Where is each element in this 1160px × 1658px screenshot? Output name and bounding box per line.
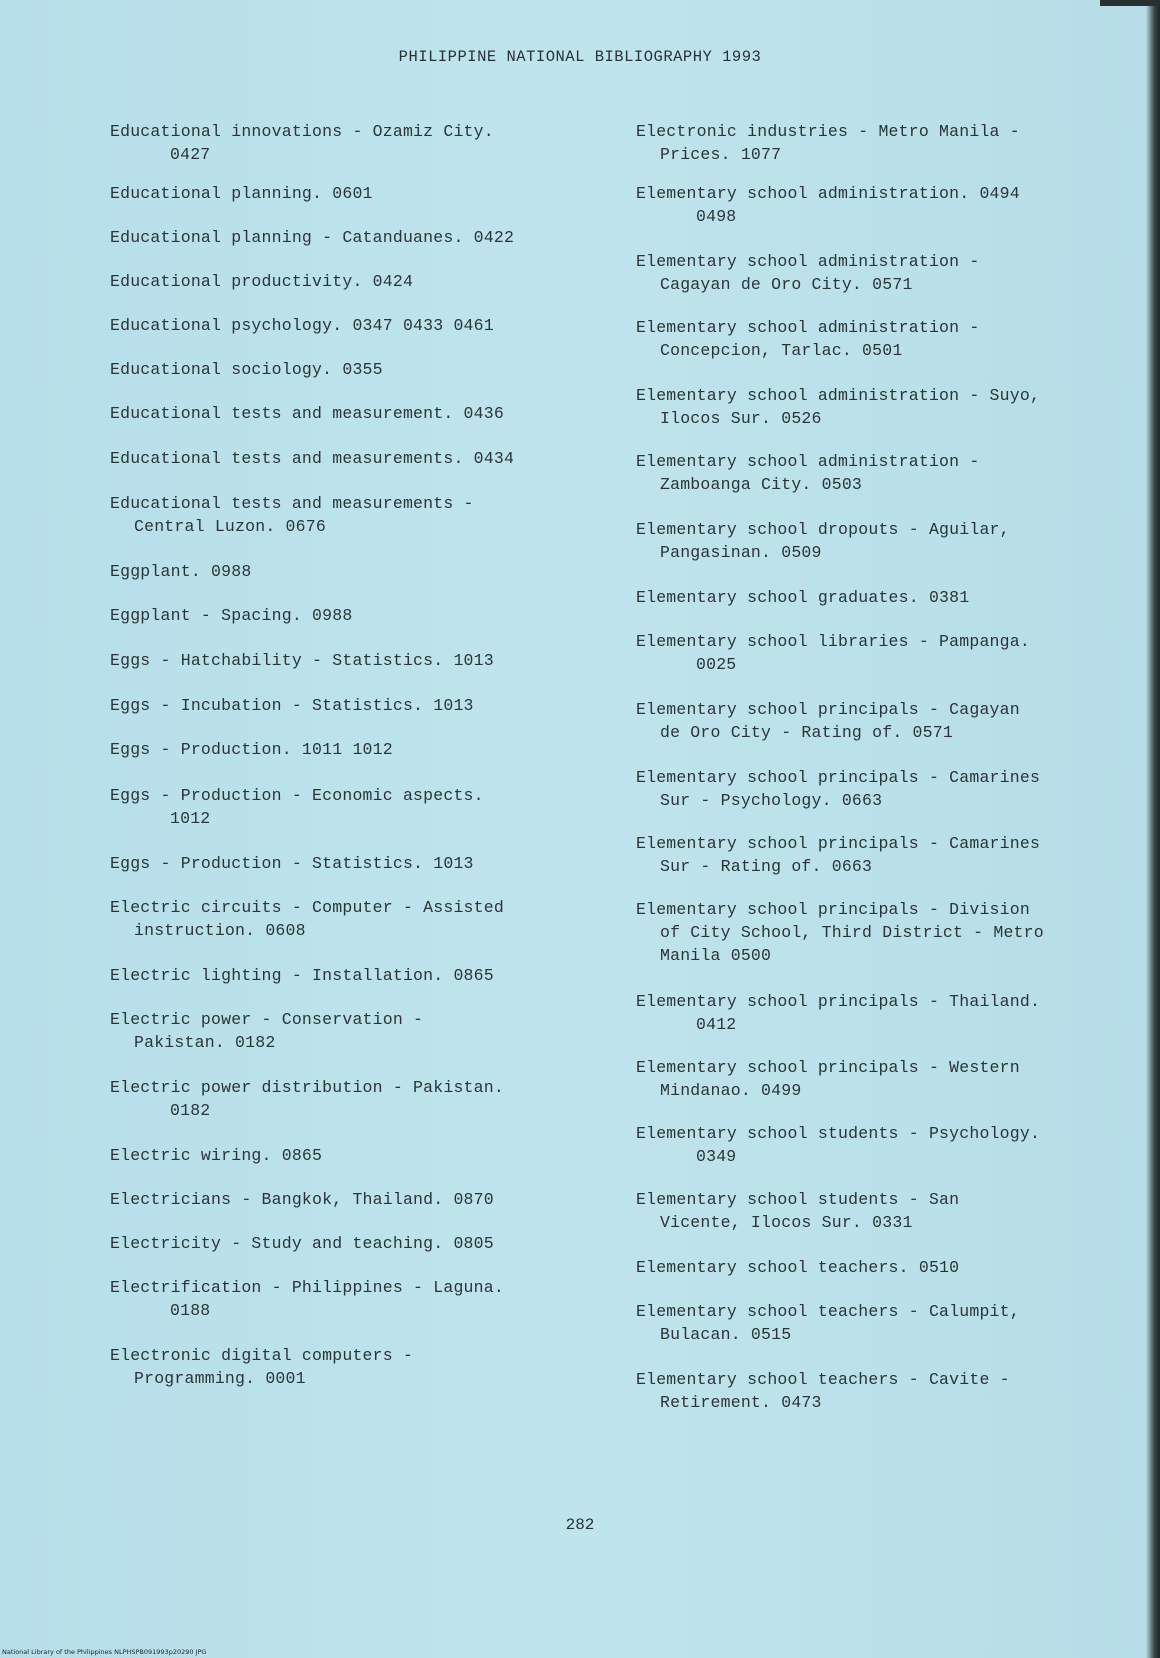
entry-heading: Electronic digital computers - — [110, 1346, 414, 1365]
entry-heading: Elementary school administration. 0494 — [636, 184, 1020, 203]
entry-heading: Educational psychology. 0347 0433 0461 — [110, 316, 494, 335]
index-entry — [110, 852, 600, 875]
index-entry — [110, 182, 600, 205]
entry-heading: Elementary school graduates. 0381 — [636, 588, 970, 607]
entry-heading: Elementary school principals - Cagayan — [636, 700, 1020, 719]
index-entry — [636, 1188, 1116, 1234]
index-entry — [110, 270, 600, 293]
entry-continuation: de Oro City - Rating of. 0571 — [660, 723, 953, 742]
entry-heading: Eggs - Hatchability - Statistics. 1013 — [110, 651, 494, 670]
index-entry — [636, 898, 1116, 967]
index-entry — [110, 560, 600, 583]
index-entry — [110, 447, 600, 470]
entry-continuation: 0427 — [170, 145, 211, 164]
index-entry — [110, 402, 600, 425]
entry-continuation: Sur - Rating of. 0663 — [660, 857, 873, 876]
index-entry — [110, 694, 600, 717]
index-entry — [110, 1076, 600, 1122]
index-entry — [636, 698, 1116, 744]
entry-heading: Elementary school teachers - Cavite - — [636, 1370, 1010, 1389]
entry-continuation: 0349 — [696, 1147, 737, 1166]
index-entry — [110, 784, 600, 830]
index-entry — [636, 1256, 1116, 1279]
entry-continuation: Sur - Psychology. 0663 — [660, 791, 883, 810]
index-entry — [110, 738, 600, 761]
entry-continuation: Retirement. 0473 — [660, 1393, 822, 1412]
entry-heading: Electric circuits - Computer - Assisted — [110, 898, 504, 917]
entry-heading: Electric power - Conservation - — [110, 1010, 424, 1029]
index-entry — [636, 518, 1116, 564]
entry-continuation: 1012 — [170, 809, 211, 828]
index-entry — [110, 964, 600, 987]
entry-continuation: Pangasinan. 0509 — [660, 543, 822, 562]
entry-heading: Eggs - Production - Statistics. 1013 — [110, 854, 474, 873]
index-entry — [110, 1008, 600, 1054]
index-entry — [110, 492, 600, 538]
entry-continuation: Manila 0500 — [660, 946, 772, 965]
entry-heading: Educational planning - Catanduanes. 0422 — [110, 228, 515, 247]
entry-heading: Educational sociology. 0355 — [110, 360, 383, 379]
entry-heading: Elementary school principals - Camarines — [636, 768, 1041, 787]
entry-continuation: Zamboanga City. 0503 — [660, 475, 863, 494]
scan-footer: National Library of the Philippines NLPHSPB091993p20290 JPG — [2, 1648, 207, 1656]
page-number: 282 — [565, 1516, 595, 1534]
index-entry — [636, 766, 1116, 812]
entry-heading: Electronic industries - Metro Manila - — [636, 122, 1020, 141]
index-entry — [110, 1276, 600, 1322]
scan-edge-mark — [1100, 0, 1160, 6]
index-entry — [110, 226, 600, 249]
entry-continuation: Cagayan de Oro City. 0571 — [660, 275, 913, 294]
entry-heading: Elementary school administration - — [636, 452, 980, 471]
entry-continuation: Concepcion, Tarlac. 0501 — [660, 341, 903, 360]
entry-heading: Electric wiring. 0865 — [110, 1146, 323, 1165]
scan-edge-shadow — [1146, 0, 1160, 1658]
entry-continuation: 0025 — [696, 655, 737, 674]
entry-continuation: Pakistan. 0182 — [134, 1033, 276, 1052]
index-entry — [636, 120, 1116, 166]
page-header: PHILIPPINE NATIONAL BIBLIOGRAPHY 1993 — [398, 48, 762, 66]
index-entry — [110, 649, 600, 672]
index-entry — [636, 450, 1116, 496]
entry-heading: Electrification - Philippines - Laguna. — [110, 1278, 504, 1297]
entry-continuation: 0498 — [696, 207, 737, 226]
entry-heading: Educational tests and measurements. 0434 — [110, 449, 515, 468]
entry-heading: Elementary school principals - Division — [636, 900, 1030, 919]
entry-heading: Eggs - Incubation - Statistics. 1013 — [110, 696, 474, 715]
entry-heading: Educational tests and measurement. 0436 — [110, 404, 504, 423]
entry-heading: Educational planning. 0601 — [110, 184, 373, 203]
index-entry — [636, 316, 1116, 362]
entry-heading: Elementary school teachers - Calumpit, — [636, 1302, 1020, 1321]
entry-heading: Educational tests and measurements - — [110, 494, 474, 513]
entry-continuation: 0188 — [170, 1301, 211, 1320]
index-entry — [636, 1056, 1116, 1102]
index-entry — [636, 250, 1116, 296]
entry-continuation: Ilocos Sur. 0526 — [660, 409, 822, 428]
entry-continuation: Mindanao. 0499 — [660, 1081, 802, 1100]
entry-heading: Elementary school dropouts - Aguilar, — [636, 520, 1010, 539]
entry-heading: Eggplant. 0988 — [110, 562, 252, 581]
entry-heading: Elementary school principals - Western — [636, 1058, 1020, 1077]
entry-heading: Electricity - Study and teaching. 0805 — [110, 1234, 494, 1253]
entry-continuation: Prices. 1077 — [660, 145, 782, 164]
index-entry — [110, 314, 600, 337]
entry-heading: Elementary school administration - — [636, 318, 980, 337]
entry-heading: Elementary school administration - — [636, 252, 980, 271]
index-entry — [110, 358, 600, 381]
index-entry — [636, 384, 1116, 430]
index-entry — [636, 1122, 1116, 1168]
entry-continuation: instruction. 0608 — [134, 921, 306, 940]
index-entry — [110, 1344, 600, 1390]
index-entry — [110, 120, 600, 166]
entry-heading: Electricians - Bangkok, Thailand. 0870 — [110, 1190, 494, 1209]
entry-continuation: 0412 — [696, 1015, 737, 1034]
index-entry — [110, 1188, 600, 1211]
entry-heading: Eggs - Production. 1011 1012 — [110, 740, 393, 759]
entry-heading: Elementary school principals - Thailand. — [636, 992, 1041, 1011]
entry-continuation: of City School, Third District - Metro — [660, 923, 1044, 942]
index-entry — [636, 182, 1116, 228]
entry-heading: Eggs - Production - Economic aspects. — [110, 786, 484, 805]
entry-heading: Elementary school students - San — [636, 1190, 960, 1209]
entry-heading: Electric power distribution - Pakistan. — [110, 1078, 504, 1097]
index-entry — [110, 1232, 600, 1255]
entry-heading: Elementary school administration - Suyo, — [636, 386, 1041, 405]
entry-continuation: Vicente, Ilocos Sur. 0331 — [660, 1213, 913, 1232]
entry-heading: Educational innovations - Ozamiz City. — [110, 122, 494, 141]
index-entry — [636, 630, 1116, 676]
index-entry — [110, 896, 600, 942]
entry-continuation: Central Luzon. 0676 — [134, 517, 326, 536]
entry-continuation: 0182 — [170, 1101, 211, 1120]
entry-continuation: Programming. 0001 — [134, 1369, 306, 1388]
index-entry — [636, 990, 1116, 1036]
entry-heading: Electric lighting - Installation. 0865 — [110, 966, 494, 985]
index-entry — [636, 1368, 1116, 1414]
entry-heading: Elementary school teachers. 0510 — [636, 1258, 960, 1277]
index-entry — [636, 832, 1116, 878]
index-entry — [636, 586, 1116, 609]
entry-heading: Elementary school libraries - Pampanga. — [636, 632, 1030, 651]
entry-heading: Educational productivity. 0424 — [110, 272, 414, 291]
entry-heading: Elementary school students - Psychology. — [636, 1124, 1041, 1143]
entry-heading: Eggplant - Spacing. 0988 — [110, 606, 353, 625]
index-entry — [110, 604, 600, 627]
entry-heading: Elementary school principals - Camarines — [636, 834, 1041, 853]
index-entry — [636, 1300, 1116, 1346]
entry-continuation: Bulacan. 0515 — [660, 1325, 792, 1344]
index-entry — [110, 1144, 600, 1167]
